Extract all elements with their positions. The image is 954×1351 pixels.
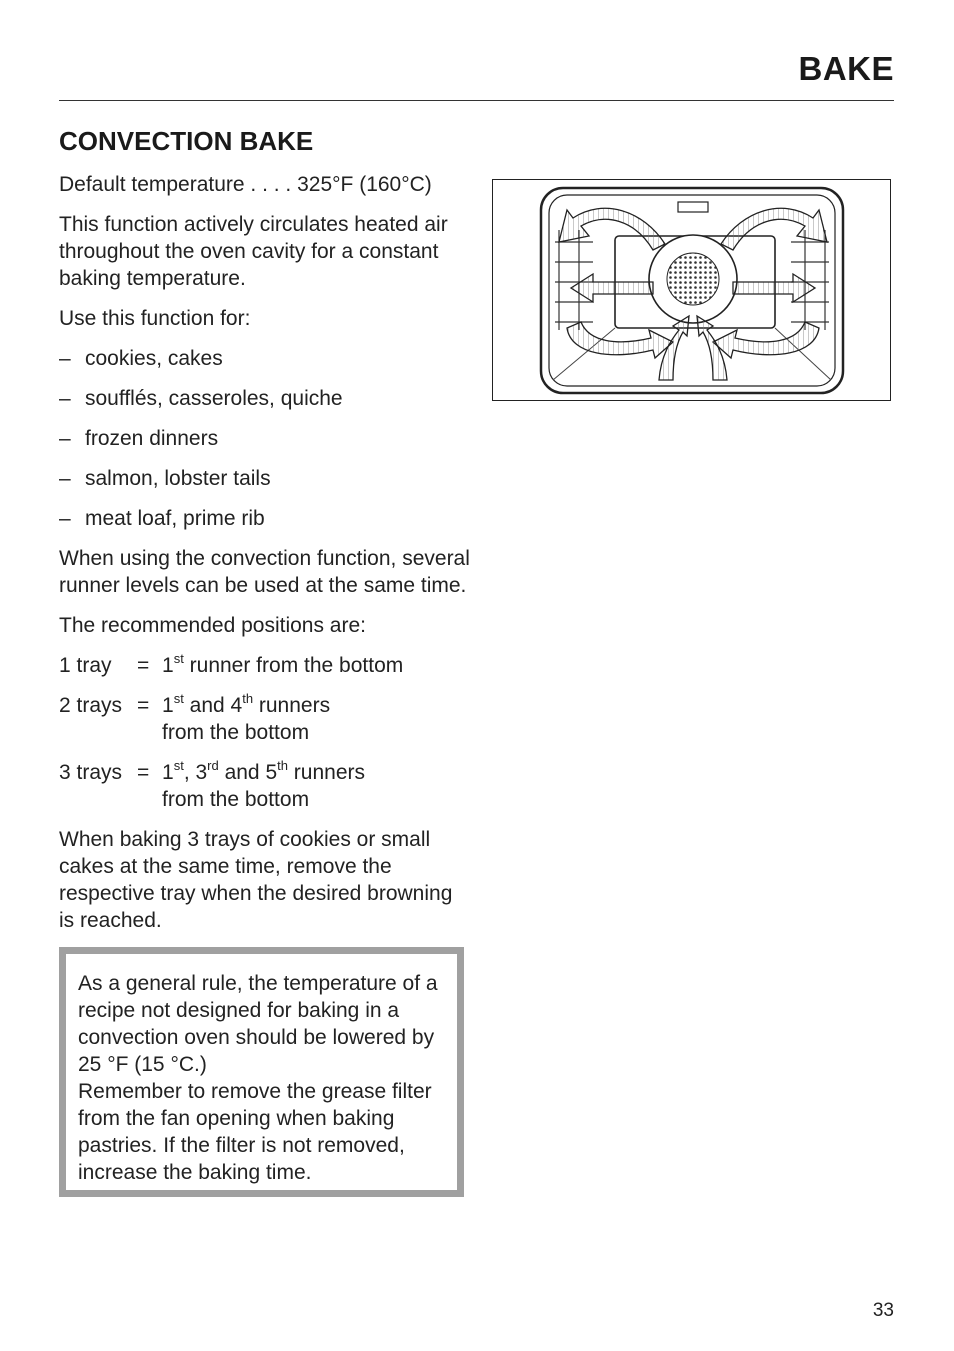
page-number: 33 bbox=[872, 1300, 894, 1321]
list-item bbox=[59, 425, 471, 452]
equals-sign: = bbox=[137, 761, 150, 784]
position-row-2-trays bbox=[59, 692, 471, 746]
multi-level-paragraph: When using the convection function, several runner levels can be used at the same time. bbox=[59, 547, 470, 597]
position-value: 1st runner from the bottom bbox=[162, 651, 404, 677]
fan-grille bbox=[667, 253, 719, 305]
convection-airflow-illustration bbox=[492, 179, 891, 401]
dash: – bbox=[59, 387, 71, 410]
dash: – bbox=[59, 347, 71, 370]
list-item bbox=[59, 505, 471, 532]
arrow-right bbox=[733, 274, 815, 302]
dash: – bbox=[59, 507, 71, 530]
dash: – bbox=[59, 467, 71, 490]
position-row-1-tray bbox=[59, 652, 471, 679]
position-value: 1st, 3rd and 5th runners from the bottom bbox=[162, 758, 366, 811]
list-item-text: frozen dinners bbox=[85, 427, 219, 450]
header-divider bbox=[59, 100, 894, 101]
top-vent bbox=[678, 202, 708, 212]
list-item bbox=[59, 345, 471, 372]
positions-label: The recommended positions are: bbox=[59, 614, 366, 637]
note-box bbox=[59, 947, 464, 1197]
equals-sign: = bbox=[137, 654, 150, 677]
arrow-top-left bbox=[559, 208, 665, 250]
arrow-left bbox=[571, 274, 653, 302]
default-temperature: Default temperature . . . . 325°F (160°C) bbox=[59, 173, 432, 196]
position-row-3-trays bbox=[59, 759, 471, 813]
position-key: 3 trays bbox=[59, 761, 123, 784]
position-value: 1st and 4th runners from the bottom bbox=[162, 691, 331, 744]
list-item-text: soufflés, casseroles, quiche bbox=[85, 387, 343, 410]
intro-paragraph: This function actively circulates heated air throughout the oven cavity for a constant baking temperature. bbox=[59, 213, 448, 290]
oven-diagram-svg bbox=[493, 180, 889, 399]
header-title: BAKE bbox=[798, 50, 894, 87]
three-trays-paragraph: When baking 3 trays of cookies or small cakes at the same time, remove the respective tray when the desired browning is reached. bbox=[59, 828, 453, 932]
uses-list bbox=[59, 345, 471, 532]
note-text-filter: Remember to remove the grease filter from the fan opening when baking pastries. If the filter is not removed, increase the baking time. bbox=[78, 1080, 432, 1184]
equals-sign: = bbox=[137, 694, 150, 717]
list-item bbox=[59, 385, 471, 412]
list-item-text: salmon, lobster tails bbox=[85, 467, 271, 490]
dash: – bbox=[59, 427, 71, 450]
arrow-top-right bbox=[721, 208, 827, 250]
position-key: 2 trays bbox=[59, 694, 123, 717]
note-text-temperature: As a general rule, the temperature of a recipe not designed for baking in a convection oven should be lowered by 25 °F (15 °C.) bbox=[78, 972, 438, 1076]
main-column bbox=[59, 124, 471, 1197]
position-key: 1 tray bbox=[59, 654, 112, 677]
list-item-text: cookies, cakes bbox=[85, 347, 223, 370]
list-item bbox=[59, 465, 471, 492]
use-for-label: Use this function for: bbox=[59, 307, 251, 330]
list-item-text: meat loaf, prime rib bbox=[85, 507, 265, 530]
section-title: CONVECTION BAKE bbox=[59, 126, 314, 156]
